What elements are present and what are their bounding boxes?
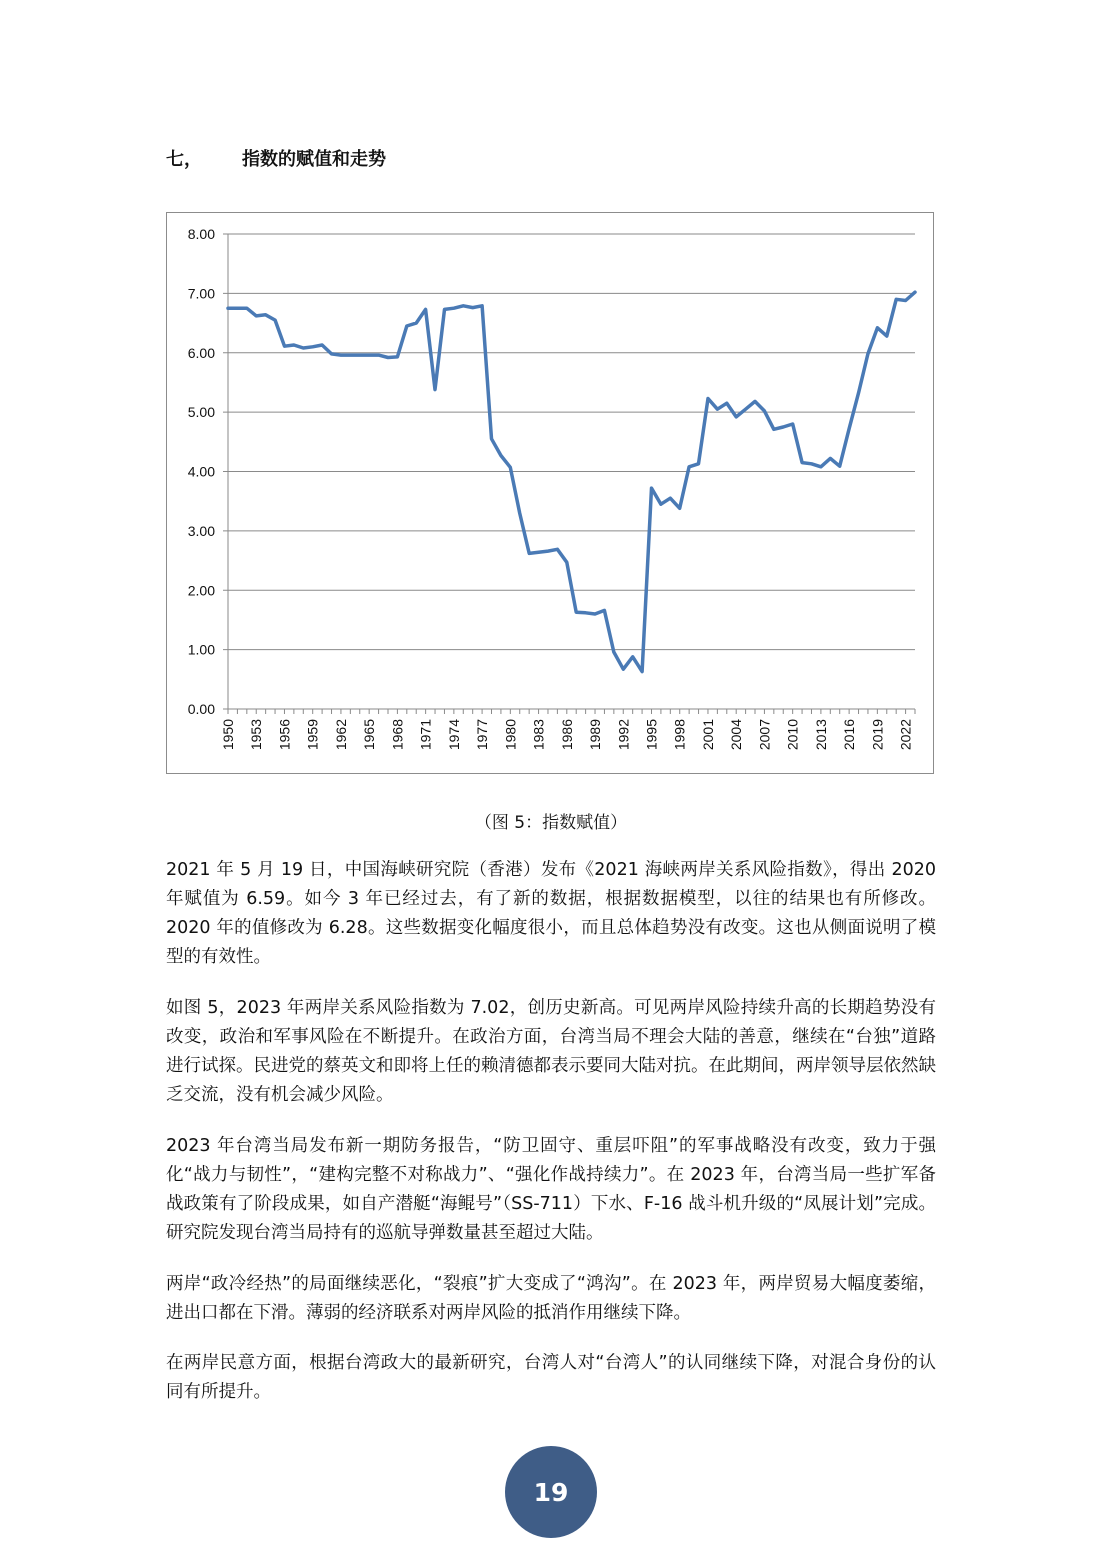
x-tick-label: 1980 bbox=[502, 719, 519, 751]
x-tick-label: 2007 bbox=[756, 719, 773, 751]
y-tick-label: 5.00 bbox=[187, 404, 215, 421]
y-tick-label: 4.00 bbox=[187, 463, 215, 480]
series-line bbox=[228, 292, 915, 671]
y-tick-label: 7.00 bbox=[187, 285, 215, 302]
x-tick-label: 1974 bbox=[445, 719, 462, 751]
x-tick-label: 1953 bbox=[248, 719, 265, 751]
y-tick-label: 6.00 bbox=[187, 344, 215, 361]
paragraph-4: 两岸“政冷经热”的局面继续恶化，“裂痕”扩大变成了“鸿沟”。在 2023 年，两岸贸易大幅度萎缩，进出口都在下滑。薄弱的经济联系对两岸风险的抵消作用继续下降。 bbox=[166, 1274, 936, 1323]
x-tick-label: 1971 bbox=[417, 719, 434, 751]
section-heading bbox=[166, 145, 386, 171]
x-tick-label: 1998 bbox=[671, 719, 688, 751]
x-tick-label: 2010 bbox=[784, 719, 801, 751]
x-tick-label: 2013 bbox=[812, 719, 829, 751]
x-tick-label: 1959 bbox=[304, 719, 321, 751]
x-tick-label: 1968 bbox=[389, 719, 406, 751]
page-number-badge bbox=[505, 1446, 597, 1538]
x-tick-label: 2004 bbox=[728, 719, 745, 751]
chart-frame bbox=[166, 212, 934, 774]
x-tick-label: 1962 bbox=[332, 719, 349, 751]
section-number: 七， bbox=[166, 149, 202, 170]
x-tick-label: 1950 bbox=[220, 719, 236, 751]
y-tick-label: 8.00 bbox=[187, 226, 215, 242]
x-tick-label: 1995 bbox=[643, 719, 660, 751]
section-title: 指数的赋值和走势 bbox=[242, 149, 386, 170]
y-tick-label: 3.00 bbox=[187, 522, 215, 539]
y-tick-label: 1.00 bbox=[187, 641, 215, 658]
x-tick-label: 1992 bbox=[615, 719, 632, 751]
x-tick-label: 2016 bbox=[841, 719, 858, 751]
x-tick-label: 2001 bbox=[699, 719, 716, 751]
x-tick-label: 1965 bbox=[361, 719, 378, 751]
paragraph-5: 在两岸民意方面，根据台湾政大的最新研究，台湾人对“台湾人”的认同继续下降，对混合身份的认同有所提升。 bbox=[166, 1353, 936, 1402]
x-tick-label: 1983 bbox=[530, 719, 547, 751]
x-tick-label: 1989 bbox=[587, 719, 604, 751]
x-tick-label: 1956 bbox=[276, 719, 293, 751]
line-chart bbox=[167, 213, 935, 775]
y-tick-label: 0.00 bbox=[187, 701, 215, 717]
x-tick-label: 2022 bbox=[897, 719, 914, 751]
x-tick-label: 2019 bbox=[869, 719, 886, 751]
paragraph-3: 2023 年台湾当局发布新一期防务报告，“防卫固守、重层吓阻”的军事战略没有改变，致力于强化“战力与韧性”，“建构完整不对称战力”、“强化作战持续力”。在 2023 年，台湾当局一些扩军备战政策有了阶段成果，如自产潜艇“海鲲号”（SS-711）下水、F-16 战斗机升级的“凤展计划”完成。研究院发现台湾当局持有的巡航导弹数量甚至超过大陆。 bbox=[166, 1136, 936, 1243]
figure-caption: （图 5：指数赋值） bbox=[474, 813, 628, 833]
paragraph-1: 2021 年 5 月 19 日，中国海峡研究院（香港）发布《2021 海峡两岸关系风险指数》，得出 2020 年赋值为 6.59。如今 3 年已经过去，有了新的数据，根据数据模型，以往的结果也有所修改。2020 年的值修改为 6.28。这些数据变化幅度很小，而且总体趋势没有改变。这也从侧面说明了模型的有效性。 bbox=[166, 860, 936, 967]
x-tick-label: 1977 bbox=[474, 719, 491, 751]
paragraph-2: 如图 5，2023 年两岸关系风险指数为 7.02，创历史新高。可见两岸风险持续升高的长期趋势没有改变，政治和军事风险在不断提升。在政治方面，台湾当局不理会大陆的善意，继续在“台独”道路进行试探。民进党的蔡英文和即将上任的赖清德都表示要同大陆对抗。在此期间，两岸领导层依然缺乏交流，没有机会减少风险。 bbox=[166, 998, 936, 1105]
page-number: 19 bbox=[533, 1477, 569, 1507]
y-tick-label: 2.00 bbox=[187, 582, 215, 599]
x-tick-label: 1986 bbox=[558, 719, 575, 751]
